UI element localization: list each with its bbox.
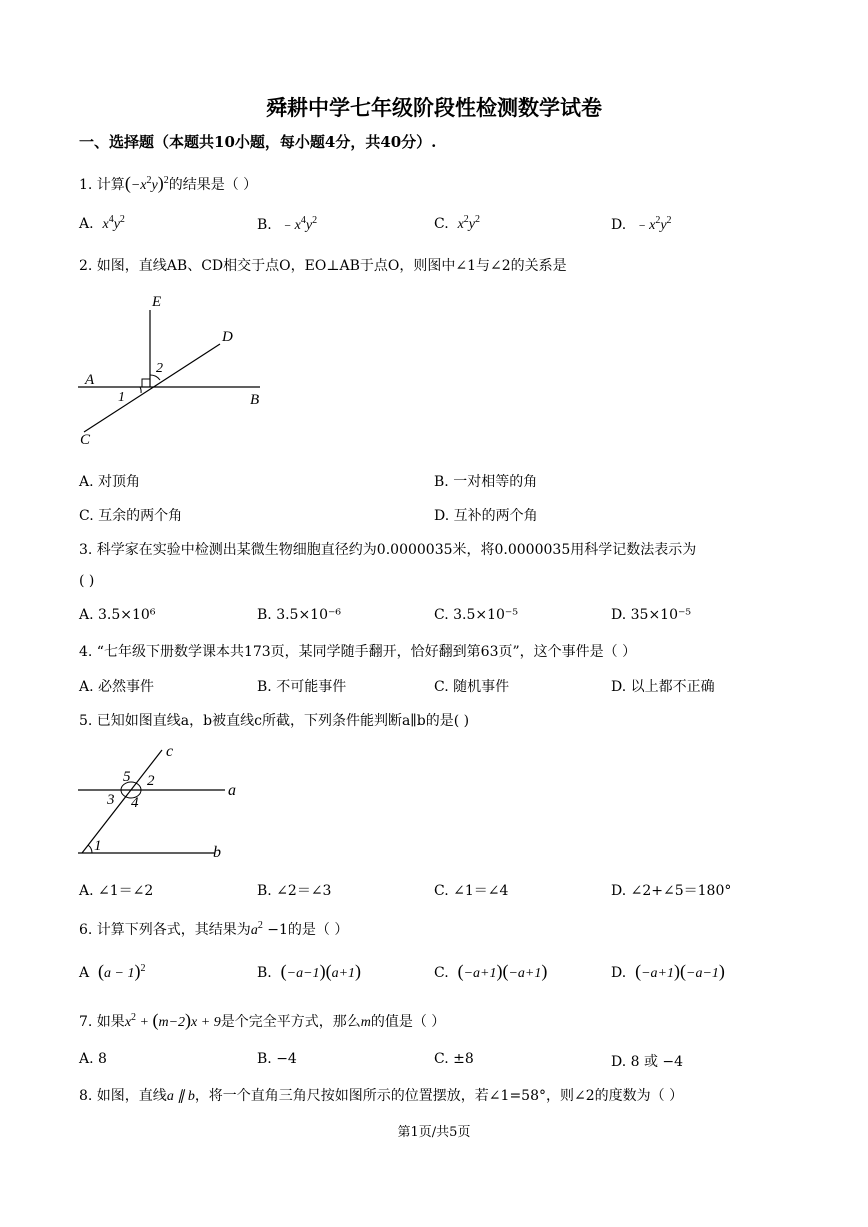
label-a: A — [85, 372, 95, 388]
label-e: E — [152, 294, 162, 310]
q6-option-b[interactable]: B. (−a−1)(a+1) — [257, 961, 362, 981]
question-5-stem: 5. 已知如图直线a，b被直线c所截，下列条件能判断a∥b的是( ) — [79, 713, 470, 729]
angle-4-label: 4 — [131, 795, 139, 811]
q7-option-d[interactable]: D. 8 或 −4 — [611, 1054, 684, 1070]
angle-2-label: 2 — [156, 361, 163, 376]
question-3-stem: 3. 科学家在实验中检测出某微生物细胞直径约为0.0000035米，将0.0000035用科学记数法表示为 — [79, 542, 697, 558]
q1-expression: $(-x^2y)^2$ — [124, 173, 169, 193]
q5-option-d[interactable]: D. ∠2+∠5＝180° — [611, 883, 732, 899]
q4-option-b[interactable]: B. 不可能事件 — [257, 679, 347, 695]
q4-option-a[interactable]: A. 必然事件 — [79, 679, 155, 695]
q7-option-a[interactable]: A. 8 — [79, 1051, 107, 1067]
angle-5-label: 5 — [123, 769, 131, 785]
question-6-stem: 6. 计算下列各式，其结果为$a^2 -1$的是（ ） — [79, 920, 349, 938]
q2-option-c[interactable]: C. 互余的两个角 — [79, 508, 183, 524]
q2-option-a[interactable]: A. 对顶角 — [79, 474, 141, 490]
q4-option-d[interactable]: D. 以上都不正确 — [611, 679, 715, 695]
q1-option-d[interactable]: D. $﹣x^2y^2$ — [611, 215, 672, 233]
angle-1-label: 1 — [118, 390, 125, 405]
q2-option-b[interactable]: B. 一对相等的角 — [434, 474, 538, 490]
page-footer: 第1页/共5页 — [397, 1125, 471, 1140]
question-1-stem: 1. 计算$(-x^2y)^2$的结果是（ ） — [79, 173, 258, 193]
q3-option-d[interactable]: D. 35×10⁻⁵ — [611, 607, 691, 623]
label-c: c — [166, 743, 174, 760]
q1-option-a[interactable]: A. $x^4y^2$ — [79, 214, 125, 232]
q4-option-c[interactable]: C. 随机事件 — [434, 679, 510, 695]
q1-option-c[interactable]: C. $x^2y^2$ — [434, 214, 481, 232]
q2-figure — [70, 288, 270, 448]
q2-option-d[interactable]: D. 互补的两个角 — [434, 508, 538, 524]
question-8-stem: 8. 如图，直线a ∥ b，将一个直角三角尺按如图所示的位置摆放，若∠1=58°，则∠2的度数为（ ） — [79, 1088, 684, 1104]
q3-option-a[interactable]: A. 3.5×10⁶ — [79, 607, 156, 623]
question-4-stem: 4. “七年级下册数学课本共173页，某同学随手翻开，恰好翻到第63页”，这个事件是（ ） — [79, 644, 637, 660]
q6-option-d[interactable]: D. (−a+1)(−a−1) — [611, 961, 725, 981]
q3-option-b[interactable]: B. 3.5×10⁻⁶ — [257, 607, 341, 623]
q5-option-c[interactable]: C. ∠1＝∠4 — [434, 883, 509, 899]
question-3-blank: ( ) — [79, 573, 95, 589]
q1-option-b[interactable]: B. $﹣x^4y^2$ — [257, 215, 318, 233]
angle-2-label: 2 — [147, 773, 155, 789]
label-b: B — [250, 392, 260, 408]
label-a: a — [228, 782, 236, 799]
label-b: b — [213, 844, 221, 861]
q6-option-a[interactable]: A $(a - 1)^2$ — [79, 961, 146, 981]
q5-option-b[interactable]: B. ∠2＝∠3 — [257, 883, 332, 899]
q7-option-c[interactable]: C. ±8 — [434, 1051, 474, 1067]
angle-1-label: 1 — [94, 838, 102, 854]
q5-figure — [70, 740, 260, 865]
q7-option-b[interactable]: B. −4 — [257, 1051, 297, 1067]
label-c: C — [80, 432, 91, 448]
question-2-stem: 2. 如图，直线AB、CD相交于点O，EO⊥AB于点O，则图中∠1与∠2的关系是 — [79, 258, 567, 274]
question-7-stem: 7. 如果$x^2 + (m-2)x + 9$是个完全平方式，那么m的值是（ ） — [79, 1010, 446, 1030]
label-d: D — [222, 329, 233, 345]
page-title: 舜耕中学七年级阶段性检测数学试卷 — [266, 95, 602, 120]
angle-3-label: 3 — [107, 792, 115, 808]
section-heading: 一、选择题（本题共10小题，每小题4分，共40分）. — [79, 133, 437, 151]
q5-option-a[interactable]: A. ∠1＝∠2 — [79, 883, 154, 899]
q6-option-c[interactable]: C. (−a+1)(−a+1) — [434, 961, 548, 981]
q3-option-c[interactable]: C. 3.5×10⁻⁵ — [434, 607, 518, 623]
